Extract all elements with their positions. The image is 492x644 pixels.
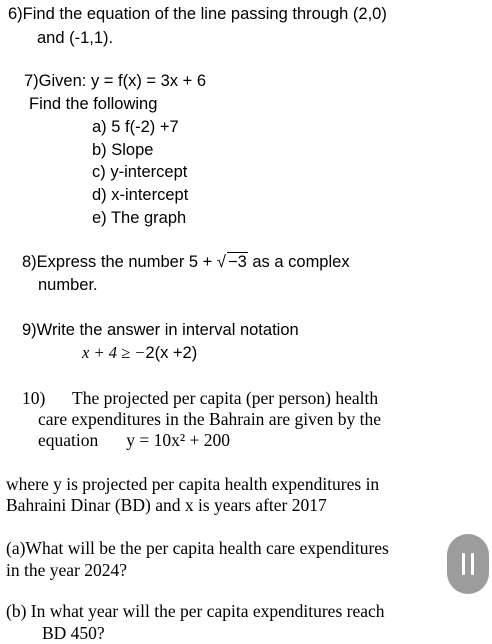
q10-line3 [38, 432, 230, 450]
q9-expression-rhs: 2(x +2) [145, 344, 198, 362]
q10-line1: The projected per capita (per person) health [72, 388, 379, 408]
q9-text: Write the answer in interval notation [36, 321, 299, 339]
q9-line1 [22, 322, 299, 339]
q7-part-e: e) The graph [92, 209, 187, 227]
q7-part-a: a) 5 f(-2) +7 [92, 118, 179, 136]
q10-part-a-line2: in the year 2024? [6, 560, 127, 580]
q7-instruction: Find the following [29, 95, 158, 113]
q9-expression-lhs: x + 4 ≥ − [82, 343, 146, 362]
q8-suffix: as a complex [247, 253, 350, 271]
q6-line1 [8, 6, 387, 23]
q10-where-line2: Bahraini Dinar (BD) and x is years after 2017 [6, 495, 327, 515]
q10-equation-label: equation [38, 430, 99, 450]
q8-radical-sign: √ [216, 253, 226, 271]
q8-number: 8) [22, 253, 37, 271]
pause-icon [462, 553, 465, 575]
q6-text-line1: Find the equation of the line passing through (2,0) [22, 5, 387, 23]
q9-expression [82, 345, 197, 362]
q10-number: 10) [22, 388, 46, 408]
q10-where-line1: where y is projected per capita health expenditures in [6, 474, 380, 494]
q8-prefix: Express the number 5 + [36, 253, 217, 271]
q6-number: 6) [8, 5, 23, 23]
q10-part-b-line1: (b) In what year will the per capita expenditures reach [6, 601, 385, 621]
q10-line2: care expenditures in the Bahrain are given by the [38, 409, 382, 429]
q6-line2: and (-1,1). [37, 29, 114, 47]
q8-radicand: −3 [227, 253, 247, 271]
q7-part-b: b) Slope [92, 141, 154, 159]
q7-number: 7) [24, 72, 39, 90]
q10-equation: y = 10x² + 200 [126, 430, 231, 450]
q8-sqrt [217, 254, 248, 271]
q7-given [24, 73, 206, 90]
q7-part-c: c) y-intercept [92, 163, 188, 181]
q8-line2: number. [38, 276, 98, 294]
q8-line1 [22, 254, 350, 271]
q7-part-d: d) x-intercept [92, 186, 189, 204]
q9-number: 9) [22, 321, 37, 339]
side-handle-button[interactable] [447, 534, 489, 594]
q10-part-b-line2: BD 450? [42, 623, 105, 643]
pause-icon-bar [471, 553, 474, 575]
q7-given-text: Given: y = f(x) = 3x + 6 [38, 72, 207, 90]
q10-part-a-line1: (a)What will be the per capita health care expenditures [6, 538, 389, 558]
